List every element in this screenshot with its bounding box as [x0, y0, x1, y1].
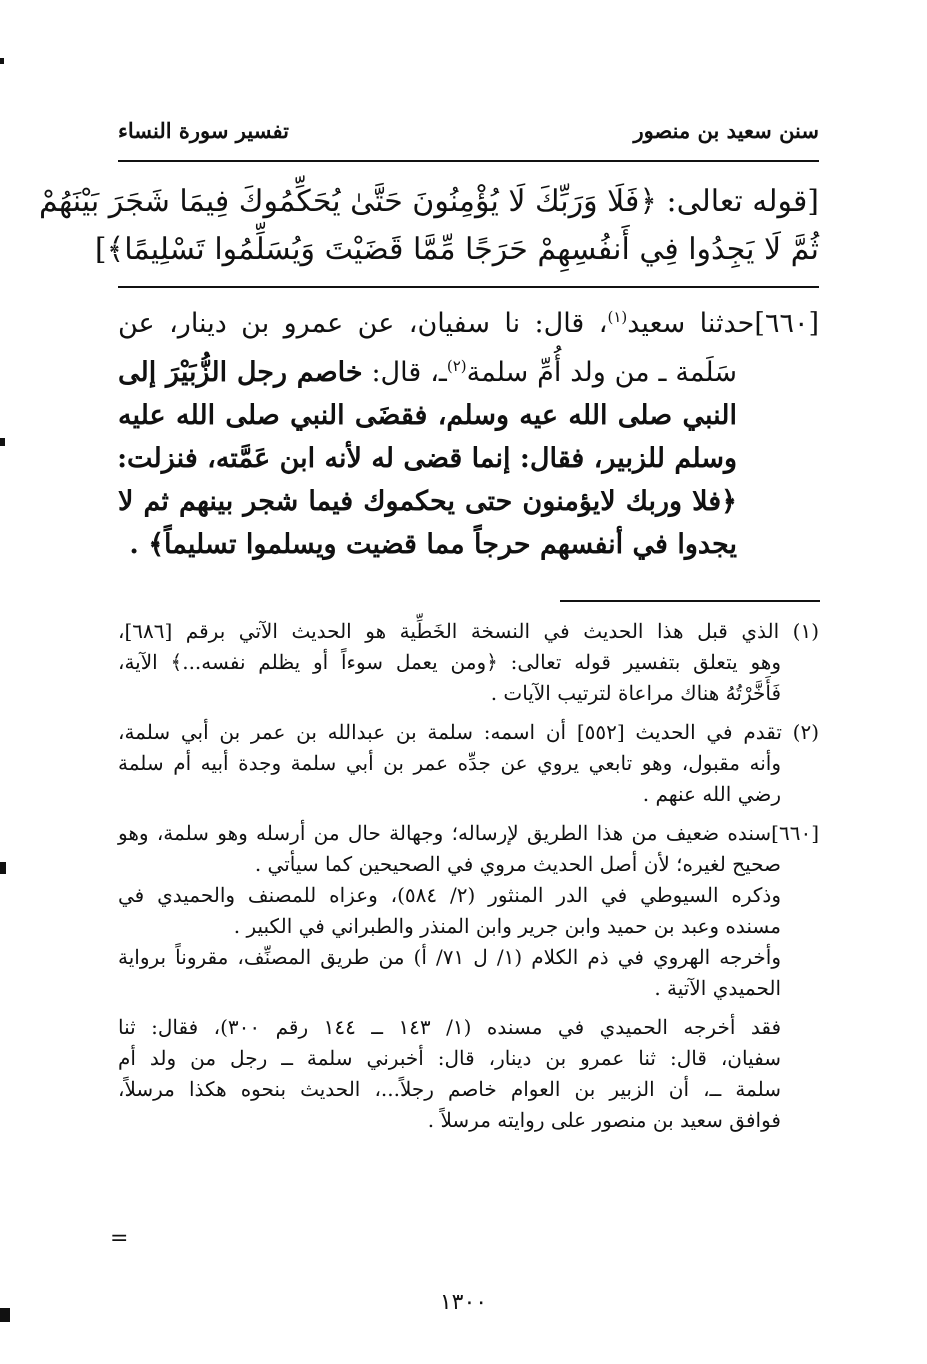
commentary-line-1: [٦٦٠]سنده ضعيف من هذا الطريق لإرساله؛ وجهالة حال من أرسله وهو سلمة، وهو — [118, 821, 819, 845]
hadith-matn-start: خاصم رجل الزُّبَيْرَ إلى — [118, 357, 363, 388]
header-rule — [118, 160, 819, 162]
footnotes — [118, 616, 819, 1136]
hadith-line-3: النبي صلى الله عيه وسلم، فقضَى النبي صلى الله عليه — [118, 400, 737, 431]
verse-line-2: ثُمَّ لَا يَجِدُوا فِي أَنفُسِهِمْ حَرَجًا مِّمَّا قَضَيْتَ وَيُسَلِّمُوا تَسْلِيمًا﴾] — [94, 232, 819, 267]
running-head — [118, 118, 819, 154]
verse-line-1: [قوله تعالى: ﴿فَلَا وَرَبِّكَ لَا يُؤْمِنُونَ حَتَّىٰ يُحَكِّمُوكَ فِيمَا شَجَرَ بَيْنَهُمْ — [38, 184, 819, 219]
scan-artifact — [0, 1308, 10, 1322]
section-title: تفسير سورة النساء — [118, 118, 289, 143]
commentary-line-2: صحيح لغيره؛ لأن أصل الحديث مروي في الصحيحين كما سيأتي . — [254, 852, 781, 876]
footnote-1-line-2: وهو يتعلق بتفسير قوله تعالى: ﴿ومن يعمل سوءاً أو يظلم نفسه...﴾ الآية، — [118, 650, 781, 674]
footnote-ref-2: (٢) — [446, 357, 467, 375]
commentary-line-8: سفيان، قال: ثنا عمرو بن دينار، قال: أخبرني سلمة ــ رجل من ولد أم — [118, 1046, 781, 1070]
commentary-line-4: مسنده وعبد بن حميد وابن جرير وابن المنذر والطبراني في الكبير . — [233, 914, 781, 938]
verse-rule — [118, 286, 819, 288]
hadith-chain-rest: ، قال: نا سفيان، عن عمرو بن دينار، عن — [118, 308, 608, 339]
footnote-2-line-2: وأنه مقبول، وهو تابعي يروي عن جدِّه عمر بن أبي سلمة وجدة أبيه أم سلمة — [118, 751, 781, 775]
hadith-660 — [118, 296, 819, 566]
footnote-2-line-1: (٢) تقدم في الحديث [٥٥٢] أن اسمه: سلمة بن عبدالله بن عمر بن أبي سلمة، — [118, 720, 820, 744]
commentary-line-6: الحميدي الآتية . — [654, 976, 781, 1000]
commentary-line-9: سلمة ــ، أن الزبير بن العوام خاصم رجلاً...، الحديث بنحوه هكذا مرسلاً، — [118, 1077, 781, 1101]
hadith-line-1 — [118, 296, 819, 345]
commentary-line-7: فقد أخرجه الحميدي في مسنده (١/ ١٤٣ ــ ١٤٤ رقم ٣٠٠)، فقال: ثنا — [118, 1015, 782, 1039]
commentary-line-3: وذكره السيوطي في الدر المنثور (٢/ ٥٨٤)، وعزاه للمصنف والحميدي في — [118, 883, 781, 907]
hadith-number: [٦٦٠] — [754, 308, 819, 339]
hadith-line-6: يجدوا في أنفسهم حرجاً مما قضيت ويسلموا تسليماً﴾ . — [129, 529, 737, 560]
hadith-qala: ـ، قال: — [362, 357, 447, 388]
footnote-2-line-3: رضي الله عنهم . — [642, 782, 781, 806]
hadith-line-2 — [118, 345, 737, 394]
book-title: سنن سعيد بن منصور — [633, 118, 819, 143]
footnote-1-line-3: فَأَخَّرْتُهُ هناك مراعاة لترتيب الآيات . — [490, 681, 781, 705]
scan-artifact — [0, 58, 4, 64]
hadith-narrator: سَلَمة ـ من ولد أُمِّ سلمة — [466, 357, 737, 388]
footnote-separator — [560, 600, 820, 602]
hadith-chain-start: حدثنا سعيد — [627, 308, 755, 339]
scan-artifact — [0, 438, 5, 446]
footnote-1-line-1: (١) الذي قبل هذا الحديث في النسخة الخَطِّية هو الحديث الآتي برقم [٦٨٦]، — [118, 619, 819, 643]
hadith-line-5: ﴿فلا وربك لايؤمنون حتى يحكموك فيما شجر بينهم ثم لا — [118, 486, 737, 517]
footnote-ref-1: (١) — [607, 308, 628, 326]
commentary-line-10: فوافق سعيد بن منصور على روايته مرسلاً . — [427, 1108, 781, 1132]
quran-verse-heading — [38, 178, 819, 274]
commentary-line-5: وأخرجه الهروي في ذم الكلام (١/ ل ٧١/ أ) من طريق المصنِّف، مقروناً برواية — [118, 945, 781, 969]
scan-artifact — [0, 862, 6, 874]
page-number: ١٣٠٠ — [439, 1290, 488, 1315]
margin-mark: = — [110, 1226, 129, 1251]
hadith-line-4: وسلم للزبير، فقال: إنما قضى له لأنه ابن عَمَّته، فنزلت: — [117, 443, 737, 474]
